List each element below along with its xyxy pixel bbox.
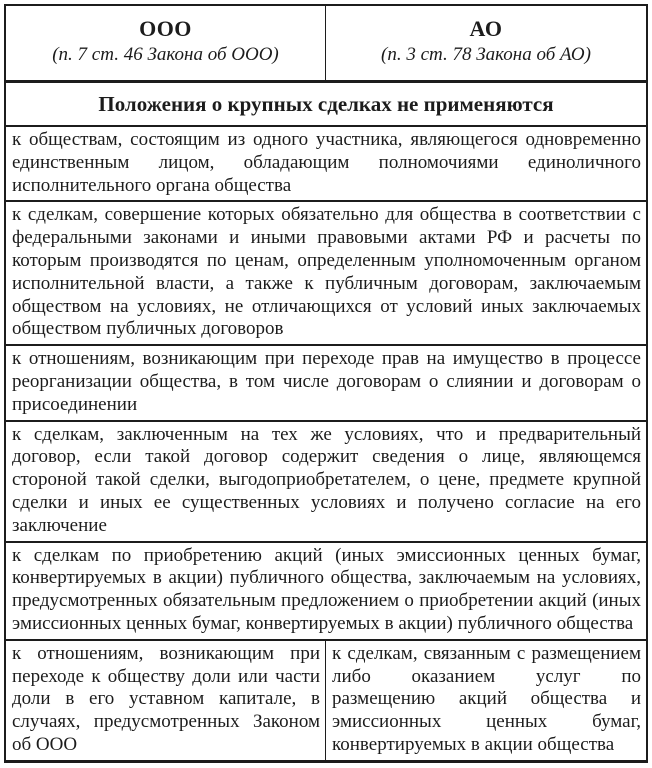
section-title: Положения о крупных сделках не применяются [98,91,554,116]
company-type-ooo-title: ООО [139,16,192,41]
rule-cell-ooo-share-transfer: к отношениям, возникающим при переходе к обществу доли или части доли в его уставном капитале, в случаях, предусмотренных Законом об ООО [6,641,326,760]
rule-cell-ao-share-placement: к сделкам, связанным с размещением либо оказанием услуг по размещению акций общества и эмиссионных ценных бумаг, конвертируемых в акции общества [332,642,641,755]
company-type-ooo-citation: (п. 7 ст. 46 Закона об ООО) [52,44,279,65]
rule-row-reorganization: к отношениям, возникающим при переходе прав на имущество в процессе реорганизации общества, в том числе договорам о слиянии и договорам о присоединении [6,346,646,421]
table-header-row [6,6,646,83]
company-type-ao-citation: (п. 3 ст. 78 Закона об АО) [381,44,591,65]
major-transactions-table [4,4,648,763]
company-type-ao-title: АО [469,16,503,41]
header-cell-ooo [6,6,326,80]
rule-row-preliminary-contract: к сделкам, заключенным на тех же условиях, что и предварительный договор, если такой договор содержит сведения о лице, являющемся стороной такой сделки, выгодоприобретателем, о цене, предмете крупной сделки и иных ее существенных условиях и получено согласие на его заключение [6,422,646,543]
section-title-row [6,83,646,127]
rule-row-share-acquisition: к сделкам по приобретению акций (иных эмиссионных ценных бумаг, конвертируемых в акции) публичного общества, заключаемым на условиях, предусмотренных обязательным предложением о приобретении акций (иных эмиссионных ценных бумаг, конвертируемых в акции) публичного общества [6,543,646,641]
header-cell-ao [326,6,646,80]
rule-row-single-participant: к обществам, состоящим из одного участника, являющегося одновременно единственным лицом, обладающим полномочиями единоличного исполнительного органа общества [6,127,646,202]
rule-row-mandatory-transactions: к сделкам, совершение которых обязательно для общества в соответствии с федеральными законами и иными правовыми актами РФ и расчеты по которым производятся по ценам, определенным уполномоченным органом исполнительной власти, а также к публичным договорам, заключаемым обществом на условиях, не отличающихся от условий иных заключаемых обществом публичных договоров [6,202,646,346]
split-rule-row [6,641,646,760]
